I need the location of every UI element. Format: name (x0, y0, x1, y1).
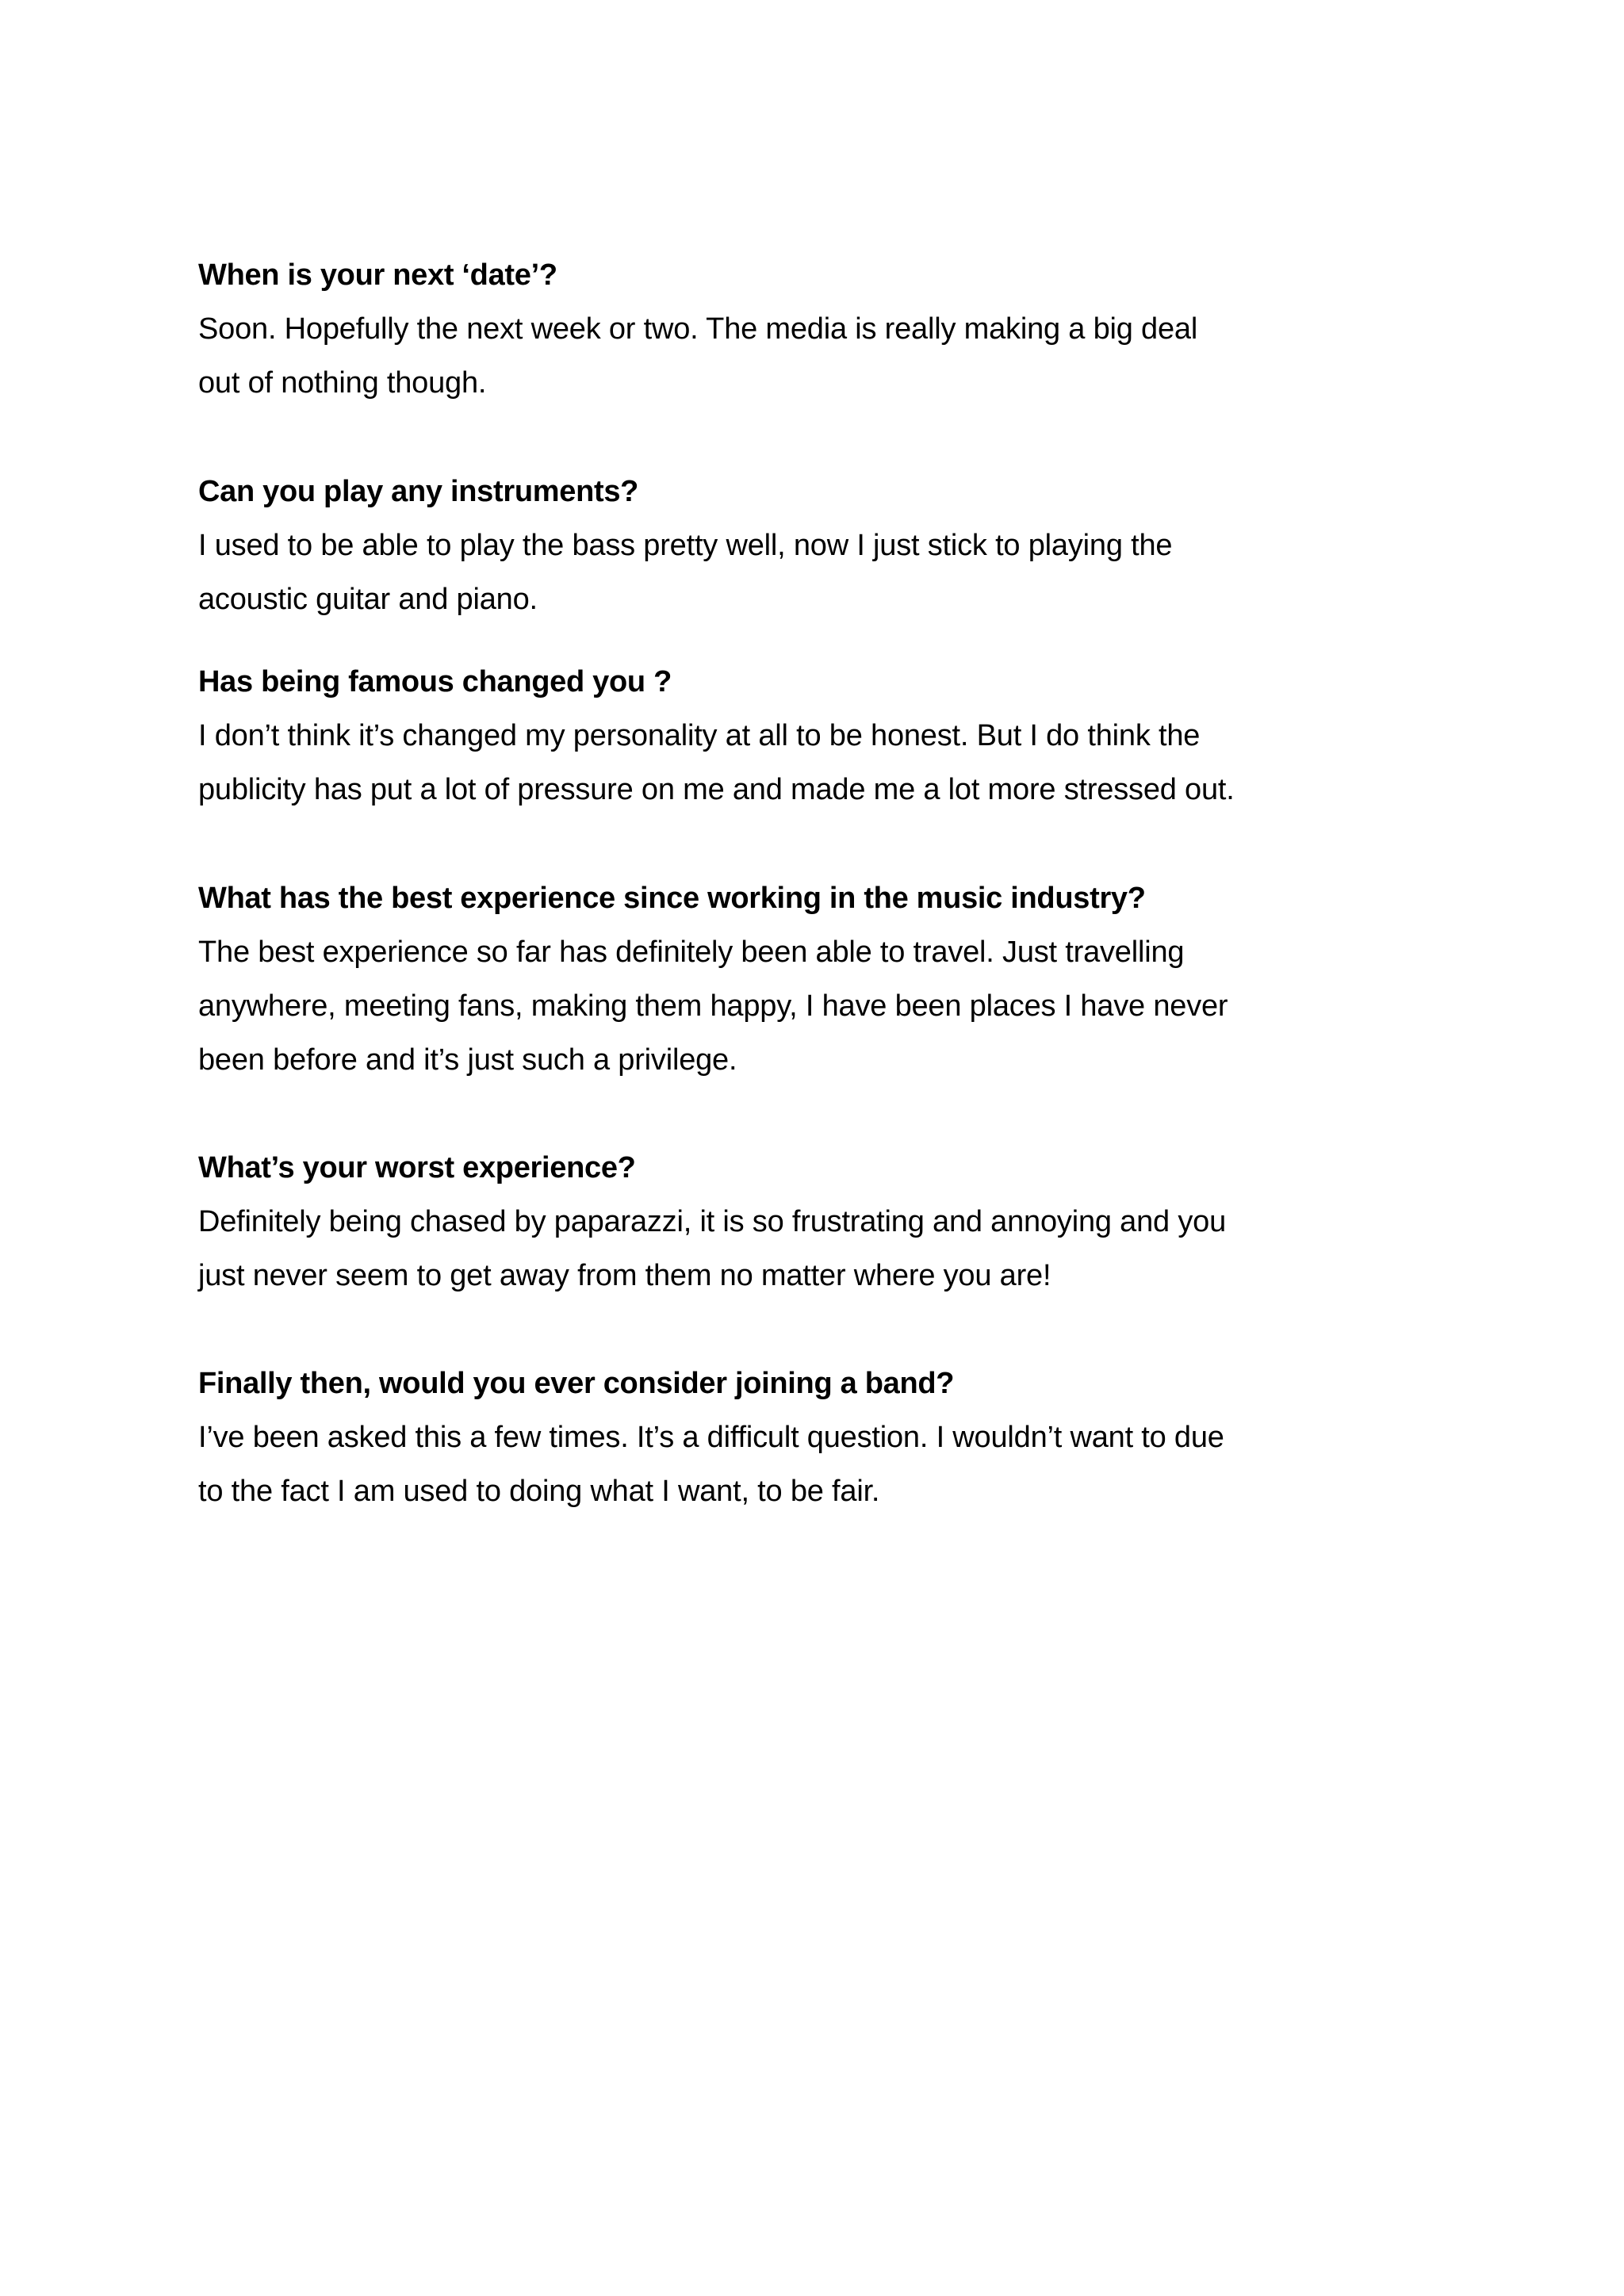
answer-line: I’ve been asked this a few times. It’s a difficult question. I wouldn’t want to due (198, 1421, 1224, 1454)
qa-block-best-experience (198, 871, 1467, 1087)
answer-text (198, 1195, 1467, 1303)
answer-line: been before and it’s just such a privilege. (198, 1043, 737, 1077)
answer-line: publicity has put a lot of pressure on me and made me a lot more stressed out. (198, 773, 1235, 806)
question-heading: When is your next ‘date’? (198, 258, 557, 292)
answer-text (198, 1410, 1467, 1518)
question-heading: What’s your worst experience? (198, 1151, 636, 1184)
answer-line: I used to be able to play the bass pretty well, now I just stick to playing the (198, 529, 1173, 562)
answer-line: Soon. Hopefully the next week or two. The media is really making a big deal (198, 312, 1198, 346)
answer-text (198, 519, 1467, 626)
answer-line: I don’t think it’s changed my personality at all to be honest. But I do think the (198, 719, 1201, 752)
qa-block-join-band (198, 1357, 1467, 1518)
question-heading: Finally then, would you ever consider joining a band? (198, 1367, 955, 1400)
qa-block-instruments (198, 465, 1467, 626)
qa-block-next-date (198, 248, 1467, 410)
answer-text (198, 709, 1467, 817)
answer-text (198, 302, 1467, 410)
answer-line: The best experience so far has definitely been able to travel. Just travelling (198, 936, 1185, 969)
qa-block-famous (198, 655, 1467, 817)
answer-text (198, 925, 1467, 1087)
question-heading: What has the best experience since working in the music industry? (198, 882, 1146, 915)
answer-line: out of nothing though. (198, 366, 487, 400)
answer-line: just never seem to get away from them no matter where you are! (198, 1259, 1051, 1292)
question-heading: Has being famous changed you ? (198, 665, 672, 698)
answer-line: Definitely being chased by paparazzi, it is so frustrating and annoying and you (198, 1205, 1226, 1238)
answer-line: anywhere, meeting fans, making them happy, I have been places I have never (198, 989, 1228, 1023)
answer-line: to the fact I am used to doing what I want, to be fair. (198, 1475, 880, 1508)
question-heading: Can you play any instruments? (198, 475, 639, 508)
answer-line: acoustic guitar and piano. (198, 583, 538, 616)
qa-block-worst-experience (198, 1141, 1467, 1303)
